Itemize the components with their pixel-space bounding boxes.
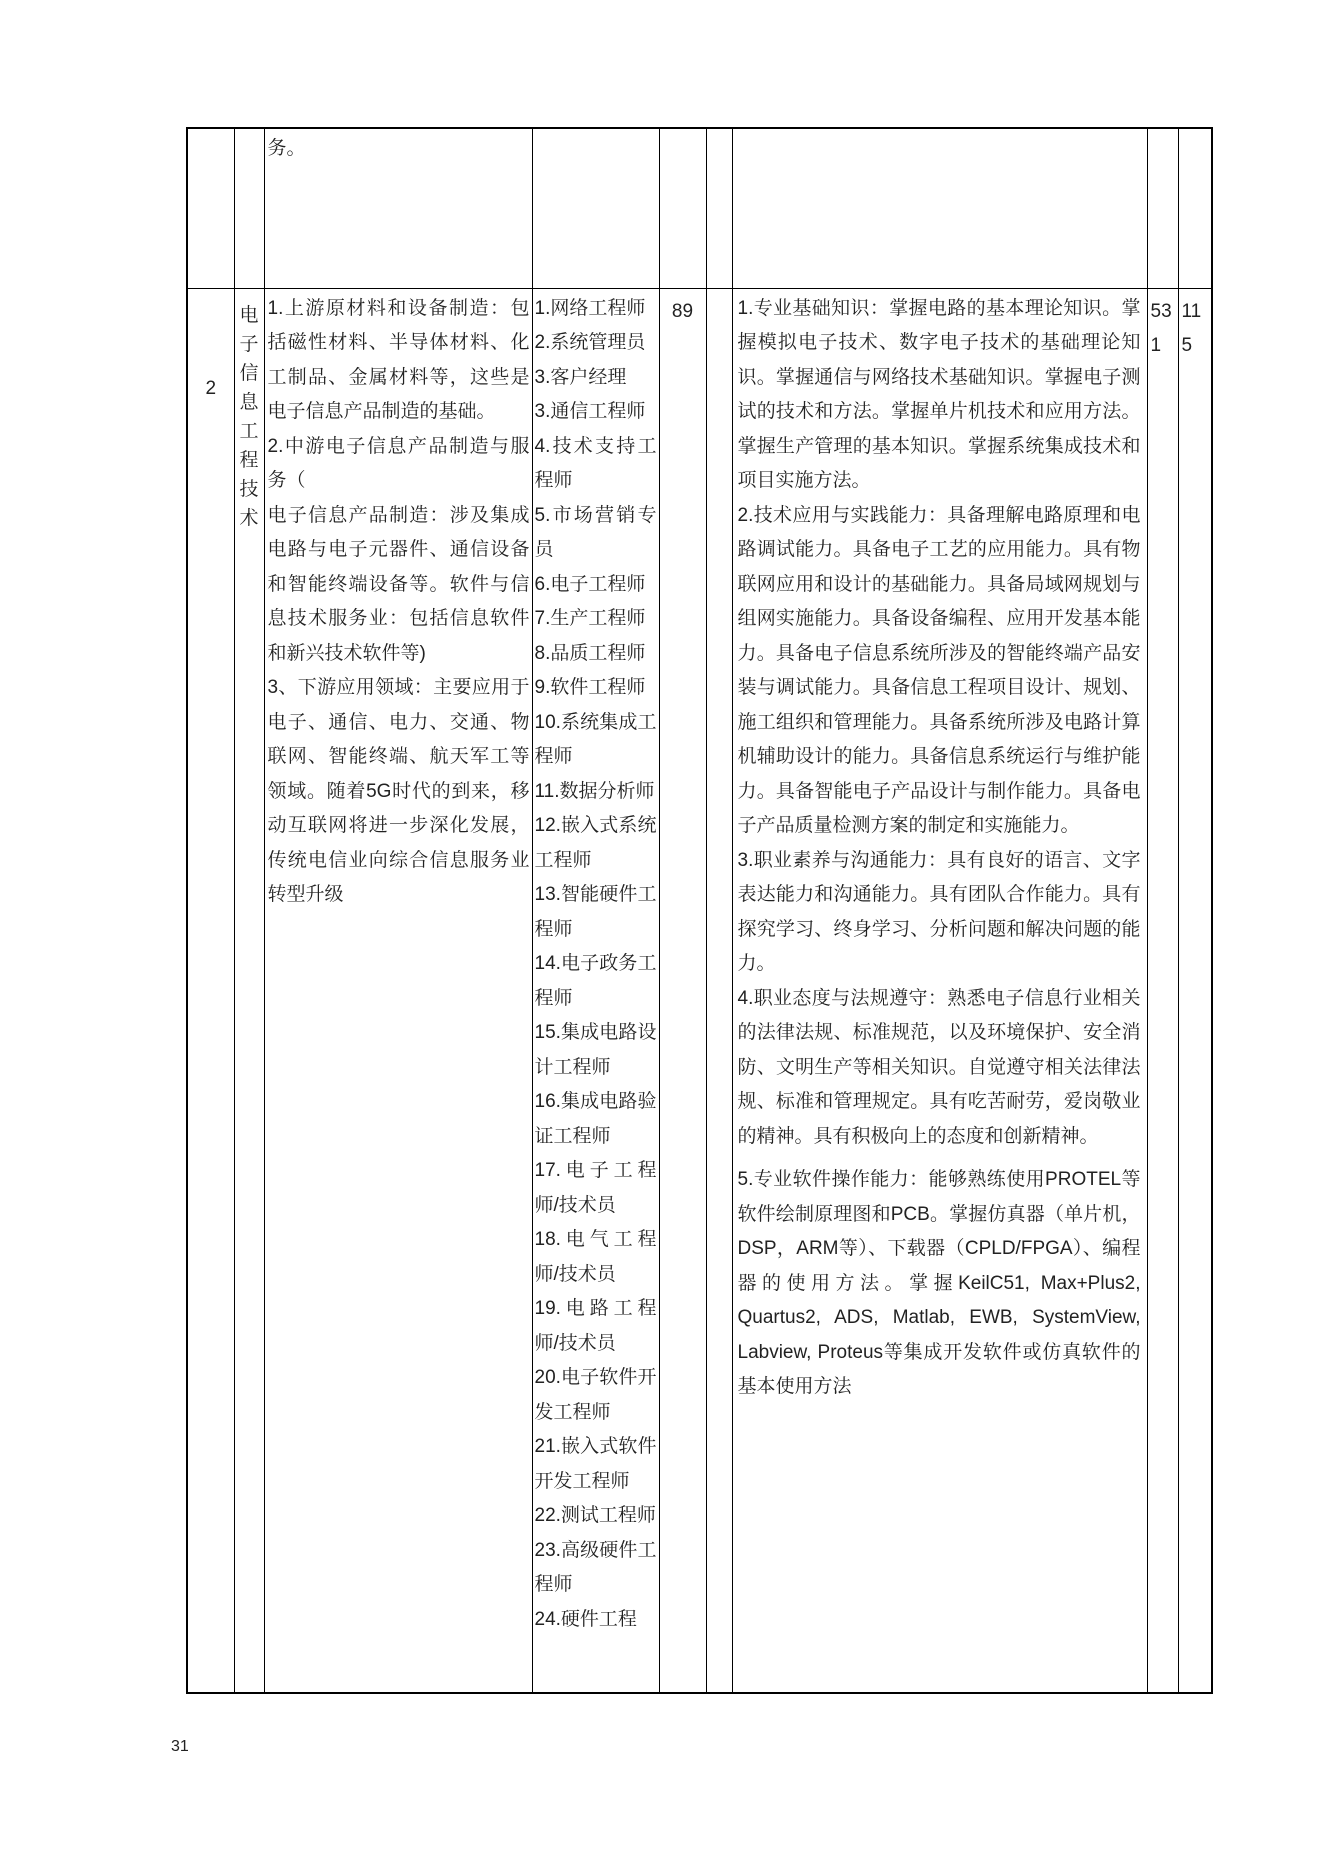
stat-value-2: 115	[1181, 300, 1202, 356]
job-item: 16.集成电路验证工程师	[534, 1091, 657, 1147]
cont-requirements-cell	[732, 128, 1147, 288]
job-count: 89	[671, 300, 694, 322]
requirement-paragraph: 1.专业基础知识：掌握电路的基本理论知识。掌握模拟电子技术、数字电子技术的基础理论知识。掌握通信与网络技术基础知识。掌握电子测试的技术和方法。掌握单片机技术和应用方法。掌握生产管理的基本知识。掌握系统集成技术和项目实施方法。	[737, 297, 1141, 491]
requirements-cell	[732, 288, 1147, 1693]
requirement-paragraph: 2.技术应用与实践能力：具备理解电路原理和电路调试能力。具备电子工艺的应用能力。具有物联网应用和设计的基础能力。具备局域网规划与组网实施能力。具备设备编程、应用开发基本能力。具备电子信息系统所涉及的智能终端产品安装与调试能力。具备信息工程项目设计、规划、施工组织和管理能力。具备系统所涉及电路计算机辅助设计的能力。具备信息系统运行与维护能力。具备智能电子产品设计与制作能力。具备电子产品质量检测方案的制定和实施能力。	[737, 504, 1141, 836]
job-item: 20.电子软件开发工程师	[534, 1367, 657, 1423]
job-item: 23.高级硬件工程师	[534, 1539, 657, 1595]
majors-table	[186, 127, 1213, 1694]
job-item: 18.电气工程师/技术员	[534, 1229, 657, 1285]
job-item: 3.客户经理	[534, 366, 627, 388]
job-item: 5.市场营销专员	[534, 504, 657, 560]
job-item: 1.网络工程师	[534, 297, 646, 319]
industry-paragraph: 电子信息产品制造：涉及集成电路与电子元器件、通信设备和智能终端设备等。软件与信息技术服务业：包括信息软件和新兴技术软件等)	[267, 504, 530, 664]
job-item: 13.智能硬件工程师	[534, 884, 657, 940]
cont-major-cell	[234, 128, 264, 288]
row-index-cell	[187, 288, 234, 1693]
stat-value-1: 531	[1150, 300, 1172, 356]
cont-index-cell	[187, 128, 234, 288]
cont-spacer-cell	[706, 128, 732, 288]
cont-jobs-cell	[532, 128, 659, 288]
requirement-paragraph: 3.职业素养与沟通能力：具有良好的语言、文字表达能力和沟通能力。具有团队合作能力。具有探究学习、终身学习、分析问题和解决问题的能力。	[737, 849, 1141, 974]
cont-stat1-cell	[1147, 128, 1178, 288]
job-item: 3.通信工程师	[534, 401, 646, 422]
continuation-row	[187, 128, 1212, 288]
job-item: 15.集成电路设计工程师	[534, 1022, 657, 1078]
stat1-cell	[1147, 288, 1178, 1693]
requirement-paragraph: 4.职业态度与法规遵守：熟悉电子信息行业相关的法律法规、标准规范，以及环境保护、安全消防、文明生产等相关知识。自觉遵守相关法律法规、标准和管理规定。具有吃苦耐劳，爱岗敬业的精神。具有积极向上的态度和创新精神。	[737, 987, 1141, 1147]
job-positions-cell	[532, 288, 659, 1693]
industry-paragraph: 1.上游原材料和设备制造：包括磁性材料、半导体材料、化工制品、金属材料等，这些是电子信息产品制造的基础。	[267, 297, 530, 422]
job-item: 8.品质工程师	[534, 642, 646, 664]
cont-stat2-cell	[1178, 128, 1212, 288]
job-item: 19.电路工程师/技术员	[534, 1298, 657, 1354]
job-item: 7.生产工程师	[534, 608, 646, 629]
major-name: 电子信息工程技术	[239, 304, 259, 529]
industry-paragraph: 3、下游应用领域：主要应用于电子、通信、电力、交通、物联网、智能终端、航天军工等领域。随着5G时代的到来，移动互联网将进一步深化发展，传统电信业向综合信息服务业转型升级	[267, 677, 530, 905]
job-item: 10.系统集成工程师	[534, 711, 657, 767]
job-item: 17.电子工程师/技术员	[534, 1160, 657, 1216]
industry-paragraph: 2.中游电子信息产品制造与服务（	[267, 435, 530, 491]
job-item: 22.测试工程师	[534, 1505, 656, 1526]
page-number: 31	[171, 1738, 189, 1755]
job-item: 12.嵌入式系统工程师	[534, 815, 657, 871]
stat2-cell	[1178, 288, 1212, 1693]
job-item: 11.数据分析师	[534, 780, 655, 802]
job-item: 14.电子政务工程师	[534, 953, 657, 1009]
job-item: 9.软件工程师	[534, 677, 646, 698]
requirement-paragraph: 5.专业软件操作能力：能够熟练使用PROTEL等软件绘制原理图和PCB。掌握仿真器（单片机，DSP，ARM等）、下载器（CPLD/FPGA）、编程器的使用方法。掌握KeilC51, Max+Plus2, Quartus2, ADS, Matlab, EWB, SystemView, Labview, Proteus等集成开发软件或仿真软件的基本使用方法	[737, 1169, 1141, 1397]
job-item: 21.嵌入式软件开发工程师	[534, 1436, 657, 1492]
spacer-cell	[706, 288, 732, 1693]
row-index: 2	[205, 377, 217, 399]
job-item: 24.硬件工程	[534, 1608, 637, 1630]
continuation-text: 务。	[267, 138, 306, 159]
major-row	[187, 288, 1212, 1693]
job-item: 6.电子工程师	[534, 573, 646, 595]
cont-industry-cell	[264, 128, 532, 288]
job-item: 2.系统管理员	[534, 332, 646, 353]
job-item: 4.技术支持工程师	[534, 435, 657, 491]
cont-count-cell	[659, 128, 706, 288]
major-name-cell	[234, 288, 264, 1693]
industry-overview-cell	[264, 288, 532, 1693]
job-count-cell	[659, 288, 706, 1693]
